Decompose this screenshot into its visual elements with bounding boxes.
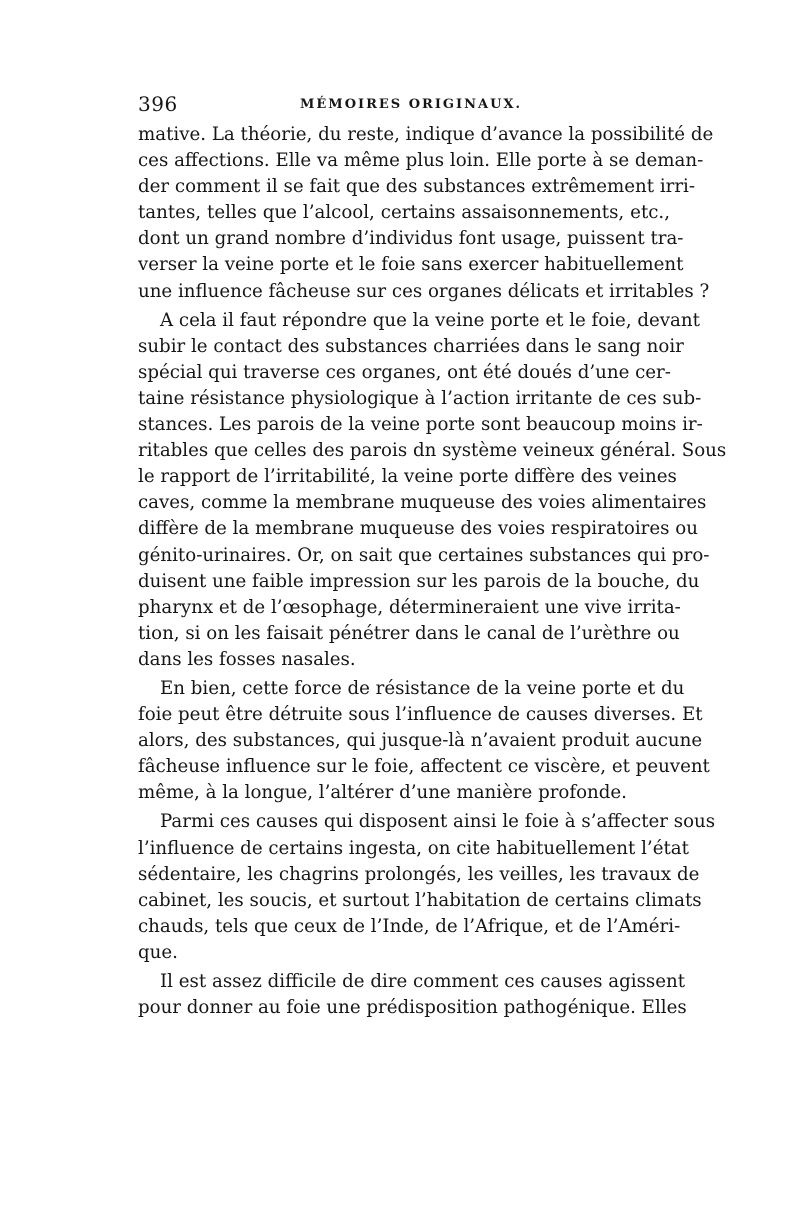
text-line: foie peut être détruite sous l’influence de causes diverses. Et <box>138 704 703 726</box>
text-line: cabinet, les soucis, et surtout l’habitation de certains climats <box>138 889 702 911</box>
text-line: tion, si on les faisait pénétrer dans le canal de l’urèthre ou <box>138 622 680 644</box>
text-line: le rapport de l’irritabilité, la veine porte diffère des veines <box>138 466 677 488</box>
text-line: l’influence de certains ingesta, on cite habituellement l’état <box>138 837 689 859</box>
text-line: mative. La théorie, du reste, indique d’avance la possibilité de <box>138 124 714 145</box>
text-line: fâcheuse influence sur le foie, affectent ce viscère, et peuvent <box>138 756 710 778</box>
body-text <box>138 122 727 1021</box>
text-line: stances. Les parois de la veine porte sont beaucoup moins ir- <box>138 414 703 436</box>
page-number: 396 <box>138 92 178 116</box>
text-line: sédentaire, les chagrins prolongés, les veilles, les travaux de <box>138 863 700 885</box>
text-line: pharynx et de l’œsophage, détermineraient une vive irrita- <box>138 596 681 618</box>
text-line: duisent une faible impression sur les parois de la bouche, du <box>138 570 700 592</box>
running-title: MÉMOIRES ORIGINAUX. <box>300 97 523 112</box>
text-line: Il est assez difficile de dire comment ces causes agissent <box>160 971 686 992</box>
text-line: Parmi ces causes qui disposent ainsi le foie à s’affecter sous <box>160 811 716 833</box>
text-line: spécial qui traverse ces organes, ont été doués d’une cer- <box>138 361 671 383</box>
text-line: même, à la longue, l’altérer d’une manière profonde. <box>138 782 627 804</box>
text-line: dont un grand nombre d’individus font usage, puissent tra- <box>138 228 684 250</box>
paragraph <box>138 122 714 305</box>
paragraph <box>138 809 716 966</box>
paragraph <box>138 969 687 1021</box>
text-line: une influence fâcheuse sur ces organes délicats et irritables ? <box>138 280 710 302</box>
text-line: diffère de la membrane muqueuse des voies respiratoires ou <box>138 518 698 540</box>
text-line: caves, comme la membrane muqueuse des voies alimentaires <box>138 492 707 514</box>
text-line: der comment il se fait que des substances extrêmement irri- <box>138 176 696 198</box>
text-line: alors, des substances, qui jusque-là n’avaient produit aucune <box>138 730 703 752</box>
text-line: dans les fosses nasales. <box>138 648 356 670</box>
text-line: tantes, telles que l’alcool, certains assaisonnements, etc., <box>138 202 670 224</box>
text-line: A cela il faut répondre que la veine porte et le foie, devant <box>160 309 700 331</box>
page-header <box>138 92 670 122</box>
text-line: En bien, cette force de résistance de la veine porte et du <box>160 677 685 699</box>
text-line: chauds, tels que ceux de l’Inde, de l’Afrique, et de l’Améri- <box>138 915 681 937</box>
text-line: ces affections. Elle va même plus loin. Elle porte à se deman- <box>138 150 704 172</box>
text-line: pour donner au foie une prédisposition pathogénique. Elles <box>138 997 687 1019</box>
paragraph <box>138 308 727 673</box>
paragraph <box>138 676 710 806</box>
text-line: verser la veine porte et le foie sans exercer habituellement <box>138 254 684 276</box>
text-line: génito-urinaires. Or, on sait que certaines substances qui pro- <box>138 544 710 566</box>
text-line: ritables que celles des parois dn système veineux général. Sous <box>138 440 727 462</box>
text-line: subir le contact des substances charriées dans le sang noir <box>138 335 684 357</box>
text-line: que. <box>138 941 178 963</box>
text-line: taine résistance physiologique à l’action irritante de ces sub- <box>138 387 702 409</box>
